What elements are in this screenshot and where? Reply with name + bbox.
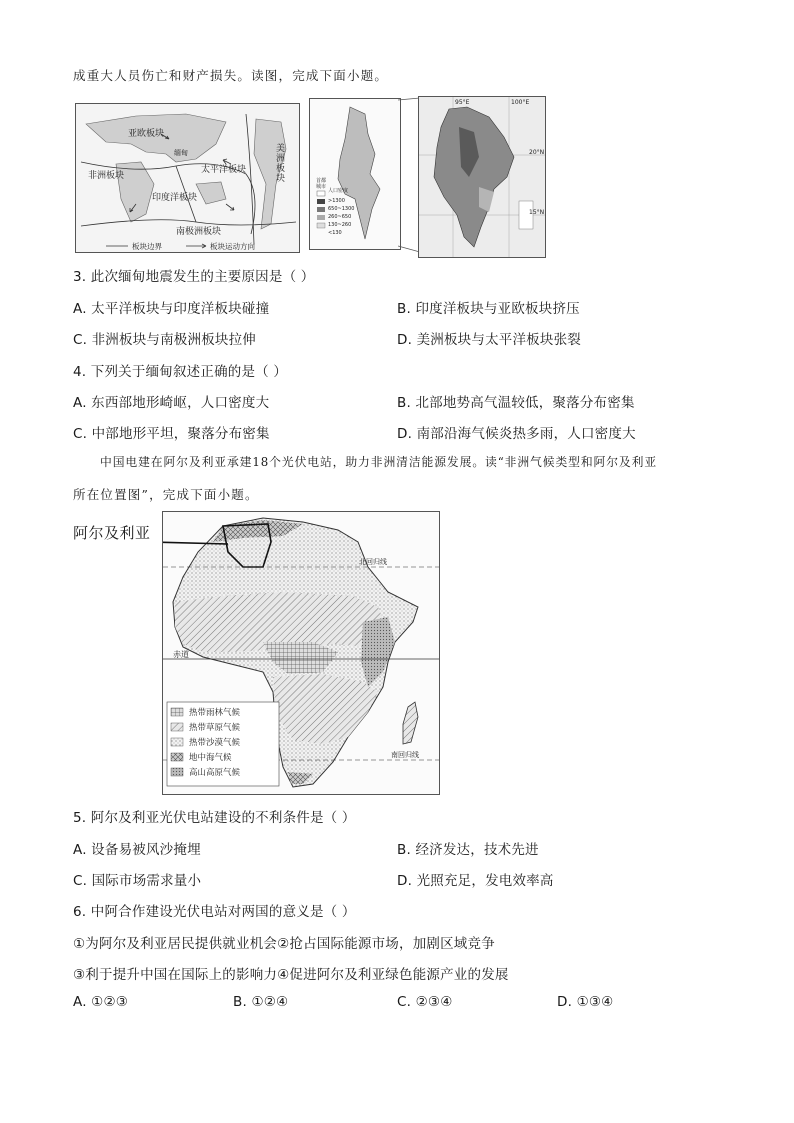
legend-savanna: 热带草原气候 <box>189 723 241 733</box>
q3-option-d[interactable]: D. 美洲板块与太平洋板块张裂 <box>397 332 581 348</box>
relief-drawing <box>419 97 545 257</box>
q4-option-b[interactable]: B. 北部地势高气温较低，聚落分布密集 <box>397 395 635 411</box>
intro-text-2: 中国电建在阿尔及利亚承建18个光伏电站，助力非洲清洁能源发展。读“非洲气候类型和阿尔及利亚 <box>100 455 658 469</box>
label-antarctic-plate: 南极洲板块 <box>176 227 222 237</box>
algeria-callout: 阿尔及利亚 <box>73 524 151 542</box>
label-eurasian-plate: 亚欧板块 <box>128 129 165 139</box>
legend-motion: 板块运动方向 <box>210 242 255 251</box>
label-tropic-north: 北回归线 <box>359 558 387 566</box>
myanmar-overview-map <box>309 98 401 250</box>
legend-density-4: 130~260 <box>328 222 352 228</box>
label-indian-plate: 印度洋板块 <box>152 193 198 203</box>
legend-density-5: <130 <box>328 230 342 236</box>
legend-density-2: 650~1300 <box>328 206 355 212</box>
legend-density-1: >1300 <box>328 198 345 204</box>
q4-option-a[interactable]: A. 东西部地形崎岖，人口密度大 <box>73 395 270 411</box>
lon-95: 95°E <box>455 99 470 106</box>
label-tropic-south: 南回归线 <box>391 751 419 759</box>
q5-option-b[interactable]: B. 经济发达，技术先进 <box>397 842 539 858</box>
legend-density-title: 人口密度 <box>328 188 349 194</box>
legend-rainforest: 热带雨林气候 <box>189 708 241 718</box>
world-plate-map <box>75 103 300 253</box>
q4-option-c[interactable]: C. 中部地形平坦，聚落分布密集 <box>73 426 270 442</box>
legend-mediterranean: 地中海气候 <box>189 753 232 763</box>
africa-climate-map <box>162 511 440 795</box>
intro-text-3: 所在位置图”，完成下面小题。 <box>73 487 259 502</box>
q6-stem: 6. 中阿合作建设光伏电站对两国的意义是（ ） <box>73 904 356 920</box>
q4-stem: 4. 下列关于缅甸叙述正确的是（ ） <box>73 364 288 380</box>
lon-100: 100°E <box>511 99 530 106</box>
q3-option-c[interactable]: C. 非洲板块与南极洲板块拉伸 <box>73 332 257 348</box>
legend-city: 城市 <box>316 184 327 190</box>
lat-20: 20°N <box>529 149 545 156</box>
q6-option-a[interactable]: A. ①②③ <box>73 994 129 1010</box>
legend-capital: 首都 <box>316 178 327 184</box>
q5-option-a[interactable]: A. 设备易被风沙掩埋 <box>73 842 201 858</box>
q3-option-b[interactable]: B. 印度洋板块与亚欧板块挤压 <box>397 301 580 317</box>
zoom-connector <box>398 96 420 256</box>
q5-option-c[interactable]: C. 国际市场需求量小 <box>73 873 202 889</box>
label-myanmar: 缅甸 <box>174 149 188 157</box>
myanmar-relief-map <box>418 96 546 258</box>
q6-statement-1: ①为阿尔及利亚居民提供就业机会②抢占国际能源市场，加剧区域竞争 <box>73 936 495 952</box>
intro-text: 成重大人员伤亡和财产损失。读图，完成下面小题。 <box>73 68 389 83</box>
myanmar-outline <box>310 99 400 249</box>
label-pacific-plate: 太平洋板块 <box>201 165 247 175</box>
label-african-plate: 非洲板块 <box>88 171 125 181</box>
q5-option-d[interactable]: D. 光照充足，发电效率高 <box>397 873 554 889</box>
label-american-plate: 美洲板块 <box>276 144 286 184</box>
legend-density-3: 260~650 <box>328 214 352 220</box>
legend-desert: 热带沙漠气候 <box>189 738 241 748</box>
label-equator: 赤道 <box>173 650 189 659</box>
q5-stem: 5. 阿尔及利亚光伏电站建设的不利条件是（ ） <box>73 810 356 826</box>
q4-option-d[interactable]: D. 南部沿海气候炎热多雨，人口密度大 <box>397 426 636 442</box>
q6-statement-2: ③利于提升中国在国际上的影响力④促进阿尔及利亚绿色能源产业的发展 <box>73 967 509 983</box>
q6-option-c[interactable]: C. ②③④ <box>397 994 453 1010</box>
q6-option-d[interactable]: D. ①③④ <box>557 994 614 1010</box>
legend-boundary: 板块边界 <box>132 242 162 251</box>
q3-stem: 3. 此次缅甸地震发生的主要原因是（ ） <box>73 269 315 285</box>
lat-15: 15°N <box>529 209 545 216</box>
q6-option-b[interactable]: B. ①②④ <box>233 994 289 1010</box>
legend-highland: 高山高原气候 <box>189 768 241 778</box>
q3-option-a[interactable]: A. 太平洋板块与印度洋板块碰撞 <box>73 301 270 317</box>
